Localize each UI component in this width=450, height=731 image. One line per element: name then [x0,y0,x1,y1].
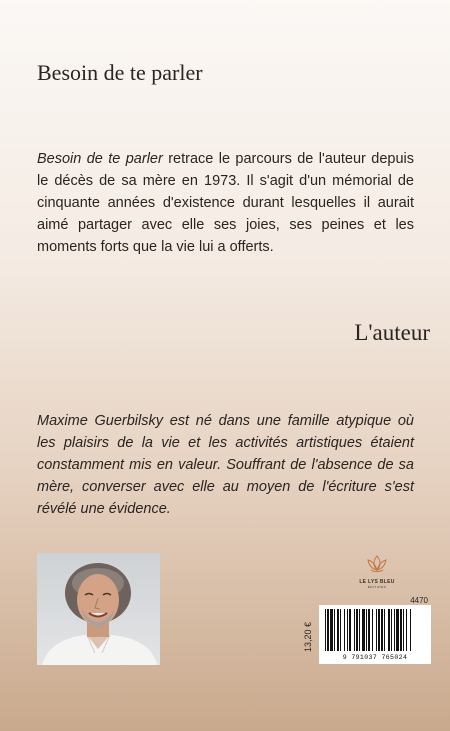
barcode-bar [327,609,329,651]
barcode-bar [349,609,351,651]
publisher-name: LE LYS BLEU [359,579,395,585]
barcode-bar [356,609,358,651]
barcode-bar [354,609,355,651]
book-summary [37,148,414,258]
barcode-bar [334,609,335,651]
barcode-bar [394,609,395,651]
publisher-logo [355,555,399,589]
product-code: 4470 [410,596,428,605]
price-text: 13,20 € [303,621,313,653]
barcode-bar [384,609,385,651]
book-title: Besoin de te parler [37,60,203,85]
barcode-bars [325,609,425,651]
barcode-bar [362,609,365,651]
barcode-bar [340,609,341,651]
author-heading: L'auteur [354,320,430,345]
barcode-bar [388,609,390,651]
isbn-barcode [319,605,431,664]
barcode-bar [368,609,370,651]
barcode-bar [410,609,411,651]
barcode-bar [406,609,407,651]
barcode-bar [381,609,383,651]
barcode-bar [330,609,333,651]
price-label [302,612,314,662]
barcode-bar [325,609,326,651]
publisher-subtitle: ÉDITIONS [367,585,387,589]
barcode-bar [347,609,348,651]
barcode-bar [403,609,404,651]
summary-text: retrace le parcours de l'auteur depuis le décès de sa mère en 1973. Il s'agit d'un mémorial de cinquante années d'existence durant lesquelles il aurait aimé partager avec elle ses joies, ses peines et les moments forts que la vie lui a offerts. [37,151,414,255]
barcode-bar [376,609,377,651]
barcode-bar [372,609,373,651]
barcode-bar [359,609,360,651]
summary-title: Besoin de te parler [37,151,163,167]
barcode-bar [366,609,367,651]
barcode-bar [344,609,345,651]
author-photo [37,553,160,665]
barcode-bar [378,609,380,651]
isbn-number: 9 791037 765024 [342,654,408,661]
barcode-bar [400,609,402,651]
barcode-bar [396,609,399,651]
author-bio: Maxime Guerbilsky est né dans une famille atypique où les plaisirs de la vie et les activités artistiques étaient constamment mis en valeur. Souffrant de l'absence de sa mère, converser avec elle au moyen de l'écriture s'est révélé une évidence. [37,413,414,517]
barcode-bar [391,609,392,651]
lotus-icon [367,555,387,573]
barcode-bar [337,609,339,651]
